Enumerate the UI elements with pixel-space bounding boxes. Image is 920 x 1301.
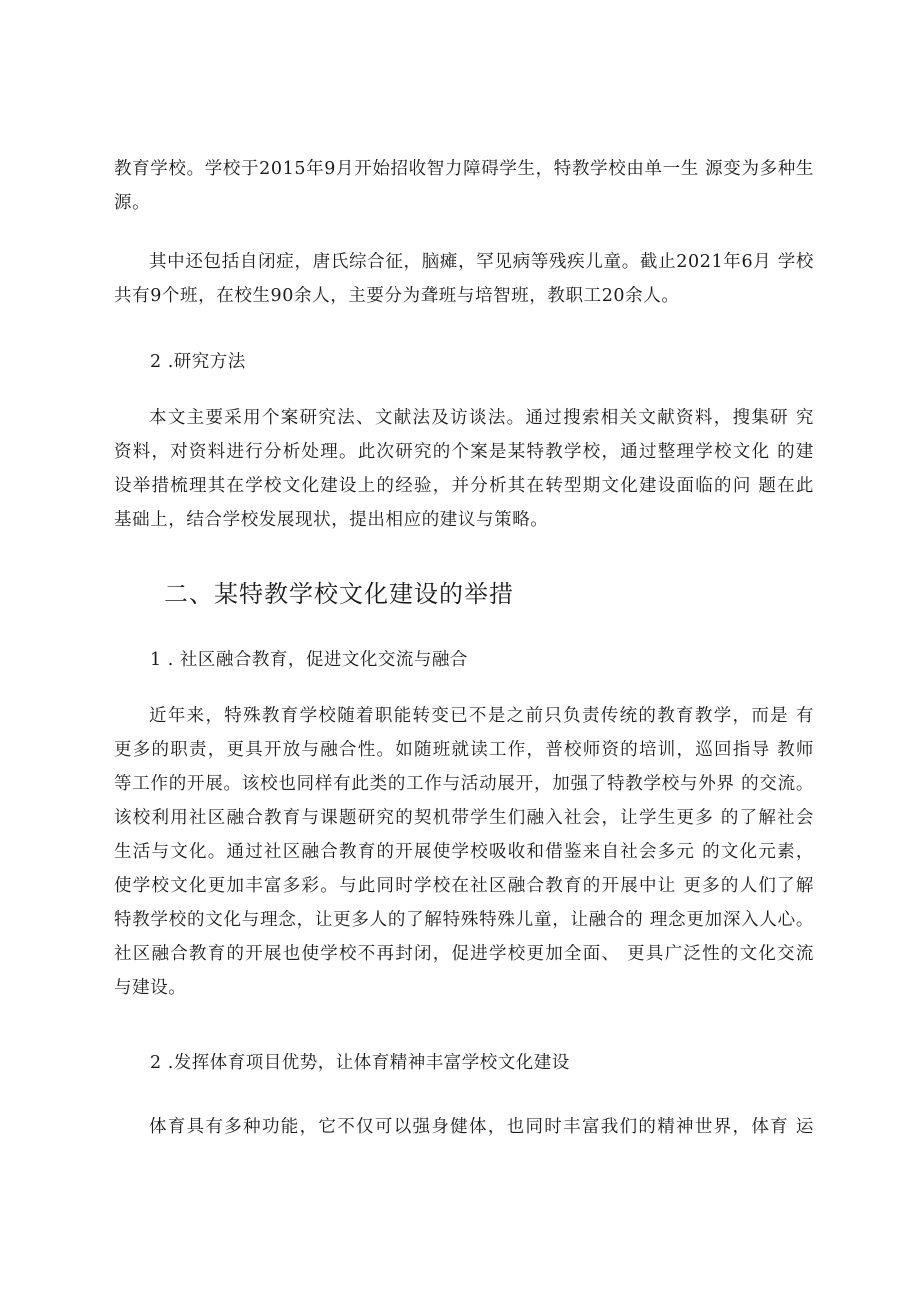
text-line: 体育具有多种功能，它不仅可以强身健体，也同时丰富我们的精神世界，体育 运 <box>149 1117 814 1137</box>
text-line: 与建设。 <box>114 978 187 998</box>
text-line: 设举措梳理其在学校文化建设上的经验，并分析其在转型期文化建设面临的问 题在此 <box>114 476 814 496</box>
text-line: 源。 <box>114 193 151 213</box>
sub-heading-sports: 2 .发挥体育项目优势，让体育精神丰富学校文化建设 <box>150 1053 570 1073</box>
text-line: 教育学校。学校于2015年9月开始招收智力障碍学生，特教学校由单一生 源变为多种生 <box>114 159 814 179</box>
paragraph-school-stats <box>114 245 814 313</box>
text-line: 社区融合教育的开展也使学校不再封闭，促进学校更加全面、 更具广泛性的文化交流 <box>114 944 814 964</box>
text-line: 资料，对资料进行分析处理。此次研究的个案是某特教学校，通过整理学校文化 的建 <box>114 442 814 462</box>
text-line: 使学校文化更加丰富多彩。与此同时学校在社区融合教育的开展中让 更多的人们了解 <box>114 876 814 896</box>
text-line: 基础上，结合学校发展现状，提出相应的建议与策略。 <box>114 510 549 530</box>
text-line: 共有9个班，在校生90余人，主要分为聋班与培智班，教职工20余人。 <box>114 286 680 306</box>
paragraph-school-intro <box>114 152 814 220</box>
text-line: 特教学校的文化与理念，让更多人的了解特殊特殊儿童，让融合的 理念更加深入人心。 <box>114 910 814 930</box>
text-line: 本文主要采用个案研究法、文献法及访谈法。通过搜索相关文献资料，搜集研 究 <box>149 408 814 428</box>
text-line: 该校利用社区融合教育与课题研究的契机带学生们融入社会，让学生更多 的了解社会 <box>114 808 814 828</box>
paragraph-community-integration <box>114 699 814 1005</box>
paragraph-methods <box>114 401 814 537</box>
sub-heading-research-methods: 2 .研究方法 <box>150 352 246 372</box>
text-line: 更多的职责，更具开放与融合性。如随班就读工作，普校师资的培训，巡回指导 教师 <box>114 740 814 760</box>
paragraph-sports <box>114 1110 814 1144</box>
section-title: 二、某特教学校文化建设的举措 <box>164 580 514 608</box>
text-line: 生活与文化。通过社区融合教育的开展使学校吸收和借鉴来自社会多元 的文化元素， <box>114 842 814 862</box>
text-line: 近年来，特殊教育学校随着职能转变已不是之前只负责传统的教育教学，而是 有 <box>149 706 814 726</box>
text-line: 等工作的开展。该校也同样有此类的工作与活动展开，加强了特教学校与外界 的交流。 <box>114 774 814 794</box>
sub-heading-community-integration: 1 . 社区融合教育，促进文化交流与融合 <box>150 650 468 670</box>
text-line: 其中还包括自闭症，唐氏综合征，脑瘫，罕见病等残疾儿童。截止2021年6月 学校 <box>149 252 814 272</box>
